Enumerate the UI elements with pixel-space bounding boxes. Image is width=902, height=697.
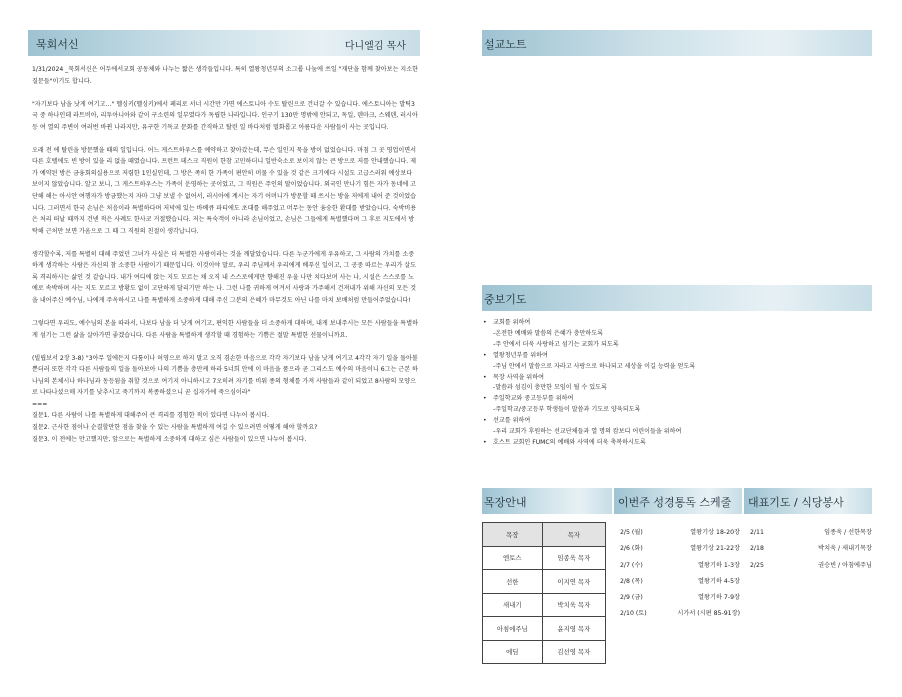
pastor-letter-header <box>28 30 420 56</box>
list-item <box>620 541 740 557</box>
pastor-letter-column <box>28 30 420 680</box>
list-item <box>620 606 740 622</box>
group-name: 새내기 <box>483 593 543 617</box>
group-name: 에딤 <box>483 640 543 664</box>
letter-paragraph: 오래 전 에 탈린을 방문했을 때의 일입니다. 어느 게스트하우스를 예약하고 찾아갔는데, 무슨 일인지 묵을 방이 없었습니다. 마침 그 곳 영업이면서 다른 호텔에도 빈 방이 있을 리 없을 때였습니다. 프런트 데스크 직원이 한참 고민하더니 일반숙소로 보이지 않는 큰 방으로 저를 안내했습니다. 제가 예약된 방은 금융회의실용으로 저렴한 1인실인데, 그 방은 족히 한 가족이 편안히 머물 수 있을 것 같은 크기에다 시설도 고급스러워 예상보다 보이지 않았습니다. 알고 보니, 그 게스트하우스는 가족이 운영하는 곳이었고, 그 직원은 주인의 딸이었습니다. 외국인 만나기 힘든 자가 동네에 고단해 해는 아시안 여행자가 방금했는지 자마 그냥 보낼 수 없어서, 러시아에 계시는 자기 어머니가 방문할 때 쓰시는 방을 저에게 내어 준 것이었습니다. 그러면서 한국 손님은 처음이라 특별하다며 저녁에 있는 바베큐 파티에도 초대를 해주었고 머무는 동안 융숭한 환대를 받았습니다. 숙박비용은 처리 떠날 때까지 건넨 적은 사례도 한사코 거절했습니다. 저는 특숙객이 아니라 손님이었고, 손님은 그들에게 특별했다며 그 후로 지도에서 방탁해 근처만 보면 가옴으로 그 때 그 직원의 친절이 생각납니다. <box>32 146 417 235</box>
duty-assignee: 임종욱 / 선한목장 <box>824 529 872 536</box>
letter-paragraph: 생각할수록, 저를 특별히 대해 주었던 그녀가 사실은 더 특별한 사람이라는 것을 깨달았습니다. 다른 누군가에게 우유하고, 그 사람의 가치를 소중하게 생각하는 사람은 자신의 참 소중한 사람이기 때문입니다. 이것이야 말로, 우리 주님께서 우리에게 베푸신 일이고, 그 공중 따르는 우리가 살도록 격리하시는 삶인 것 같습니다. 내가 여디에 앉는 지도 모르는 채 오직 내 스스로에게만 향해진 우울 나만 치다보며 사는 나, 시설은 스스로를 노예로 속박하며 사는 지도 모르고 방황도 없이 고단하게 달리기만 하는 나. 그런 나를 귀하게 여겨서 사랑과 가주해서 건져내가 위해 자신의 모든 것을 내어주신 예수님, 나에게 주옥하시고 나를 특별하게 소중하게 대해 주신 그분의 은혜가 마무것도 아닌 나를 마치 보배처럼 만들어주었습니다! <box>32 250 417 304</box>
divider-text: === <box>32 400 48 408</box>
bullet-icon: • <box>483 319 487 326</box>
question-2: 질문2. 근사한 점이나 순결할만한 점을 찾을 수 있는 사람을 특별하게 여길 수 있으려면 어떻게 해야 할까요? <box>32 423 318 431</box>
prayer-item <box>483 351 873 373</box>
bullet-icon: • <box>483 373 487 381</box>
prayer-item-text: 교회를 위하여 <box>493 319 531 326</box>
duty-date: 2/25 <box>750 561 764 569</box>
duty-schedule <box>750 525 872 574</box>
group-name: 엔토스 <box>483 546 543 570</box>
column-header: 목장 <box>483 523 543 547</box>
small-groups-header <box>482 488 612 514</box>
pastor-letter-title: 묵회서신 <box>36 38 79 51</box>
prayer-subitem: -주님 안에서 말씀으로 자라고 사랑으로 하나되고 세상을 이길 능력을 얻도록 <box>493 362 696 370</box>
duty-title: 대표기도 / 식당봉사 <box>748 496 844 509</box>
bullet-icon: • <box>483 395 487 403</box>
list-item <box>620 590 740 606</box>
prayer-item <box>483 438 873 449</box>
prayer-subitem: -주일학교/중고등부 학생들이 말씀과 기도로 양육되도록 <box>493 406 641 414</box>
prayer-item-text: 호스트 교회인 FUMC의 예배와 사역에 더욱 축복하시도록 <box>493 438 646 446</box>
table-header-row <box>483 523 606 547</box>
question-1: 질문1. 다른 사람이 나를 특별하게 대해주어 큰 격리를 경험한 적이 있다면 나누어 봅시다. <box>32 412 270 420</box>
list-item <box>620 574 740 590</box>
list-item <box>620 525 740 541</box>
prayer-item-text: 열왕청년부를 위하여 <box>493 351 548 359</box>
reading-date: 2/8 (목) <box>620 577 643 585</box>
group-name: 선한 <box>483 570 543 594</box>
small-groups-table <box>482 522 606 664</box>
list-item <box>620 558 740 574</box>
prayer-header <box>482 285 872 311</box>
list-item <box>750 525 872 541</box>
prayer-item <box>483 394 873 416</box>
bible-reading-title: 이번주 성경통독 스케줄 <box>618 496 732 509</box>
duty-date: 2/11 <box>750 529 764 536</box>
reading-passage: 시가서 (시편 85-91장) <box>677 610 740 618</box>
list-item <box>750 558 872 574</box>
prayer-title: 중보기도 <box>484 293 527 306</box>
reading-date: 2/9 (금) <box>620 594 643 602</box>
sermon-notes-title: 설교노트 <box>484 38 527 51</box>
sermon-notes-header <box>482 30 872 56</box>
prayer-list <box>483 318 873 449</box>
table-row <box>483 640 606 664</box>
scripture-quote: (빌립보서 2장 3-8) "3아무 일에든지 다툼이나 허영으로 하지 말고 오직 겸손한 마음으로 각각 자기보다 남을 낫게 여기고 4각각 자기 일을 돌아볼 뿐더러 또한 각각 다른 사람들의 일을 돌아보아 나의 기쁨을 충만케 하라 5너희 안에 이 마음을 품으라 곧 그리스도 예수의 마음이니 6그는 근본 하나님의 본체시나 하나님과 동등됨을 취할 것으로 여기지 아니하시고 7오히려 자기를 비워 종의 형체를 가져 사람들과 같이 되었고 8사람의 모양으로 나타나셨으매 자기를 낮추시고 죽기까지 복종하셨으니 곧 십자가에 죽으심이라" <box>32 354 418 397</box>
reading-passage: 열왕기상 18-20장 <box>690 529 740 536</box>
table-row <box>483 593 606 617</box>
reading-date: 2/5 (월) <box>620 529 643 536</box>
group-name: 아침에주님 <box>483 617 543 641</box>
column-header: 목자 <box>542 523 605 547</box>
bible-reading-header <box>614 488 742 514</box>
reading-date: 2/7 (수) <box>620 561 643 569</box>
prayer-item-text: 주일학교와 중고등부를 위하여 <box>493 395 574 403</box>
reading-date: 2/10 (토) <box>620 610 647 618</box>
bible-reading-schedule <box>620 525 740 623</box>
table-row <box>483 617 606 641</box>
reading-passage: 열왕기하 1-3장 <box>698 561 740 569</box>
duty-assignee: 박치욱 / 새내기목장 <box>818 545 872 553</box>
prayer-item <box>483 416 873 438</box>
list-item <box>750 541 872 557</box>
prayer-item <box>483 318 873 351</box>
question-3: 질문3. 이 전에는 만고했지만, 앞으로는 특별하게 소중하게 대하고 싶은 사람들이 있으면 나누어 봅시다. <box>32 435 307 443</box>
pastor-letter-author: 다니엘김 목사 <box>344 41 406 52</box>
reading-date: 2/6 (화) <box>620 545 643 553</box>
prayer-subitem: -주 안에서 더욱 사랑하고 섬기는 교회가 되도록 <box>493 340 619 348</box>
reading-passage: 열왕기상 21-22장 <box>690 545 740 553</box>
reading-passage: 열왕기하 4-5장 <box>698 577 740 585</box>
bullet-icon: • <box>483 351 487 359</box>
group-leader: 임종욱 목자 <box>542 546 605 570</box>
small-groups-title: 목장안내 <box>484 496 527 509</box>
duty-header <box>744 488 872 514</box>
prayer-subitem: -말씀과 섬김이 충만한 모임이 될 수 있도록 <box>493 384 607 392</box>
prayer-item-text: 선교를 위하여 <box>493 417 531 425</box>
duty-assignee: 권승빈 / 아침에주님 <box>818 561 872 569</box>
prayer-subitem: -우리 교회가 후원하는 선교단체들과 열 명의 캄보디 어린이들을 위하여 <box>493 428 682 436</box>
bullet-icon: • <box>483 438 487 446</box>
group-leader: 윤지영 목자 <box>542 617 605 641</box>
letter-paragraph: 1/31/2024 _묵회서신은 어두에서교회 공동체와 나누는 짧은 생각들입니다. 특히 열왕청년부의 소그룹 나눔에 쓰일 "재단을 함께 찾아보는 지소한 질문들"이기도 합니다. <box>32 66 418 85</box>
prayer-item-text: 목장 사역을 위하여 <box>493 373 544 381</box>
bullet-icon: • <box>483 417 487 425</box>
reading-passage: 열왕기하 7-9장 <box>698 594 740 602</box>
letter-paragraph: 그렇다면 우리도, 예수님의 본을 따라서, 나보다 남을 더 낫게 여기고, 편익한 사람들을 더 소중하게 대하며, 내게 보내주시는 모든 사람들을 특별하게 섬기는 그런 삶을 살아가면 좋겠습니다. 다른 사람을 특별하게 생각할 때 경험하는 기쁨은 절말 특별한 선물이니까요. <box>32 320 418 339</box>
table-row <box>483 570 606 594</box>
prayer-subitem: -온전한 예배와 말씀의 은혜가 충만하도록 <box>493 329 604 337</box>
group-leader: 이지연 목자 <box>542 570 605 594</box>
duty-date: 2/18 <box>750 545 764 553</box>
table-row <box>483 546 606 570</box>
prayer-item <box>483 373 873 395</box>
group-leader: 김선영 목자 <box>542 640 605 664</box>
pastor-letter-body <box>32 64 418 445</box>
letter-paragraph: "자기보다 남을 낫게 여기고…" 헬싱키(헬싱키)에서 페리로 서너 시간만 가면 에스토니아 수도 탈린으로 건너갈 수 있습니다. 에스토니아는 발틱3국 중 하나인데 라트비아, 리투아니아와 같이 구소련의 일부였다가 독립한 나라입니다. 인구기 130만 명밖에 안되고, 독일, 덴마크, 스웨덴, 러시아 등 여 열의 주변이 여러번 바뀐 나라지만, 유구한 기독교 문화를 간직하고 탈린 일 바다처럼 멀화롭고 아름다운 사람들이 사는 곳입니다. <box>32 100 418 131</box>
group-leader: 박치욱 목자 <box>542 593 605 617</box>
